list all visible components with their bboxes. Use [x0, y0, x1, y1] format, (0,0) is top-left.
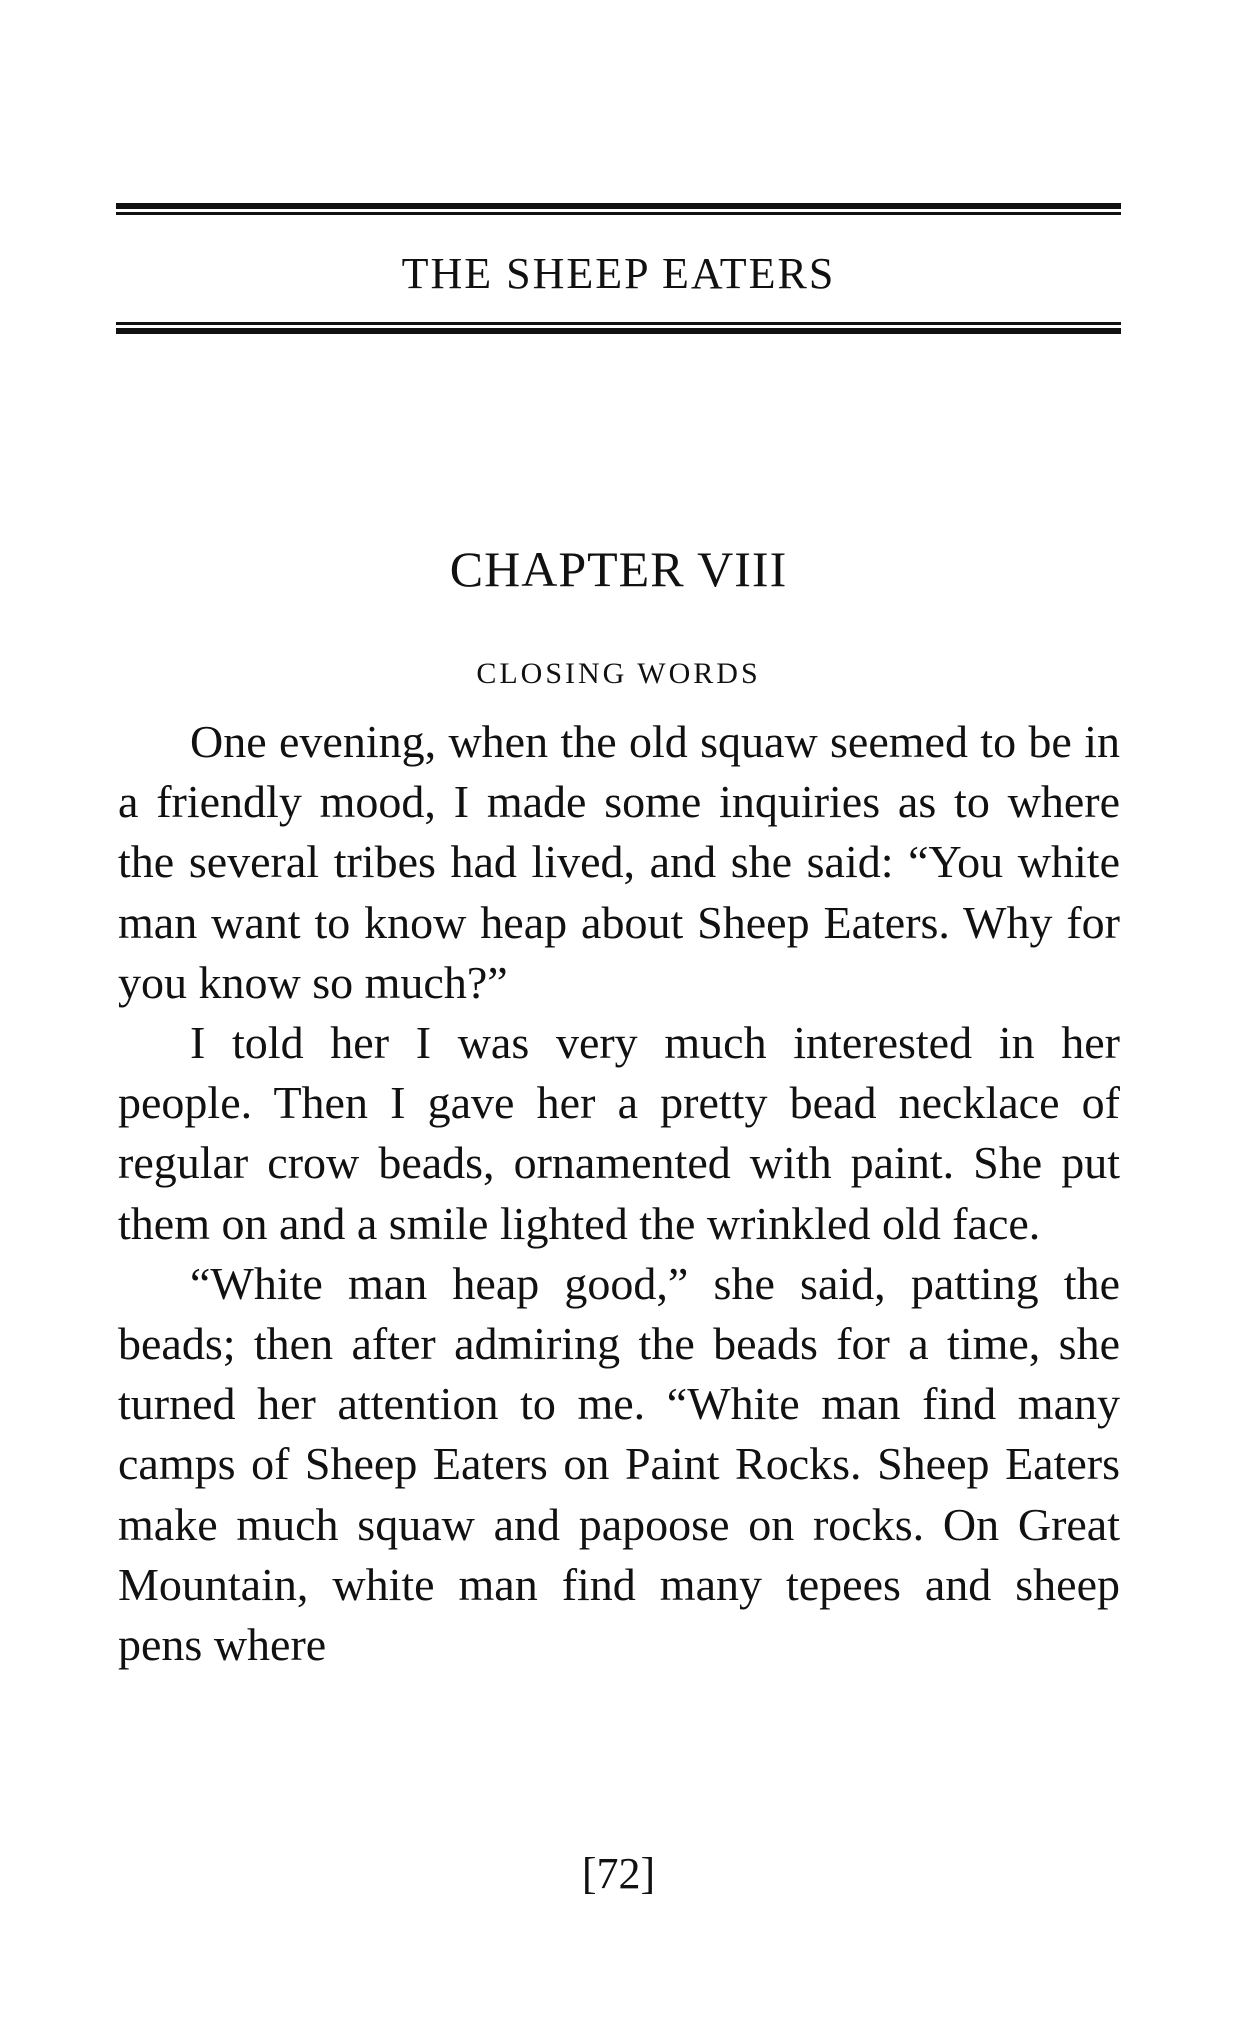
paragraph-2: I told her I was very much interested in her people. Then I gave her a pretty bead necklace of regular crow beads, ornamented with paint. She put them on and a smile lighted the wrinkled old face.	[118, 1017, 1120, 1249]
top-double-rule	[116, 203, 1121, 215]
bottom-double-rule	[116, 322, 1121, 334]
chapter-title: CHAPTER VIII	[449, 541, 788, 597]
top-rule-thin-line	[116, 212, 1121, 215]
paragraph-1: One evening, when the old squaw seemed to be in a friendly mood, I made some inquiries as to where the several tribes had lived, and she said: “You white man want to know heap about Sheep Eaters. Why for you know so much?”	[118, 716, 1120, 1008]
chapter-subtitle: CLOSING WORDS	[476, 657, 761, 690]
body-text	[118, 712, 1120, 1675]
page-number: [72]	[581, 1849, 656, 1898]
bottom-rule-thick-line	[116, 328, 1121, 334]
paragraph-3: “White man heap good,” she said, patting the beads; then after admiring the beads for a time, she turned her attention to me. “White man find many camps of Sheep Eaters on Paint Rocks. Sheep Eaters make much squaw and papoose on rocks. On Great Mountain, white man find many tepees and sheep pens where	[118, 1257, 1120, 1671]
running-head: THE SHEEP EATERS	[401, 249, 836, 298]
